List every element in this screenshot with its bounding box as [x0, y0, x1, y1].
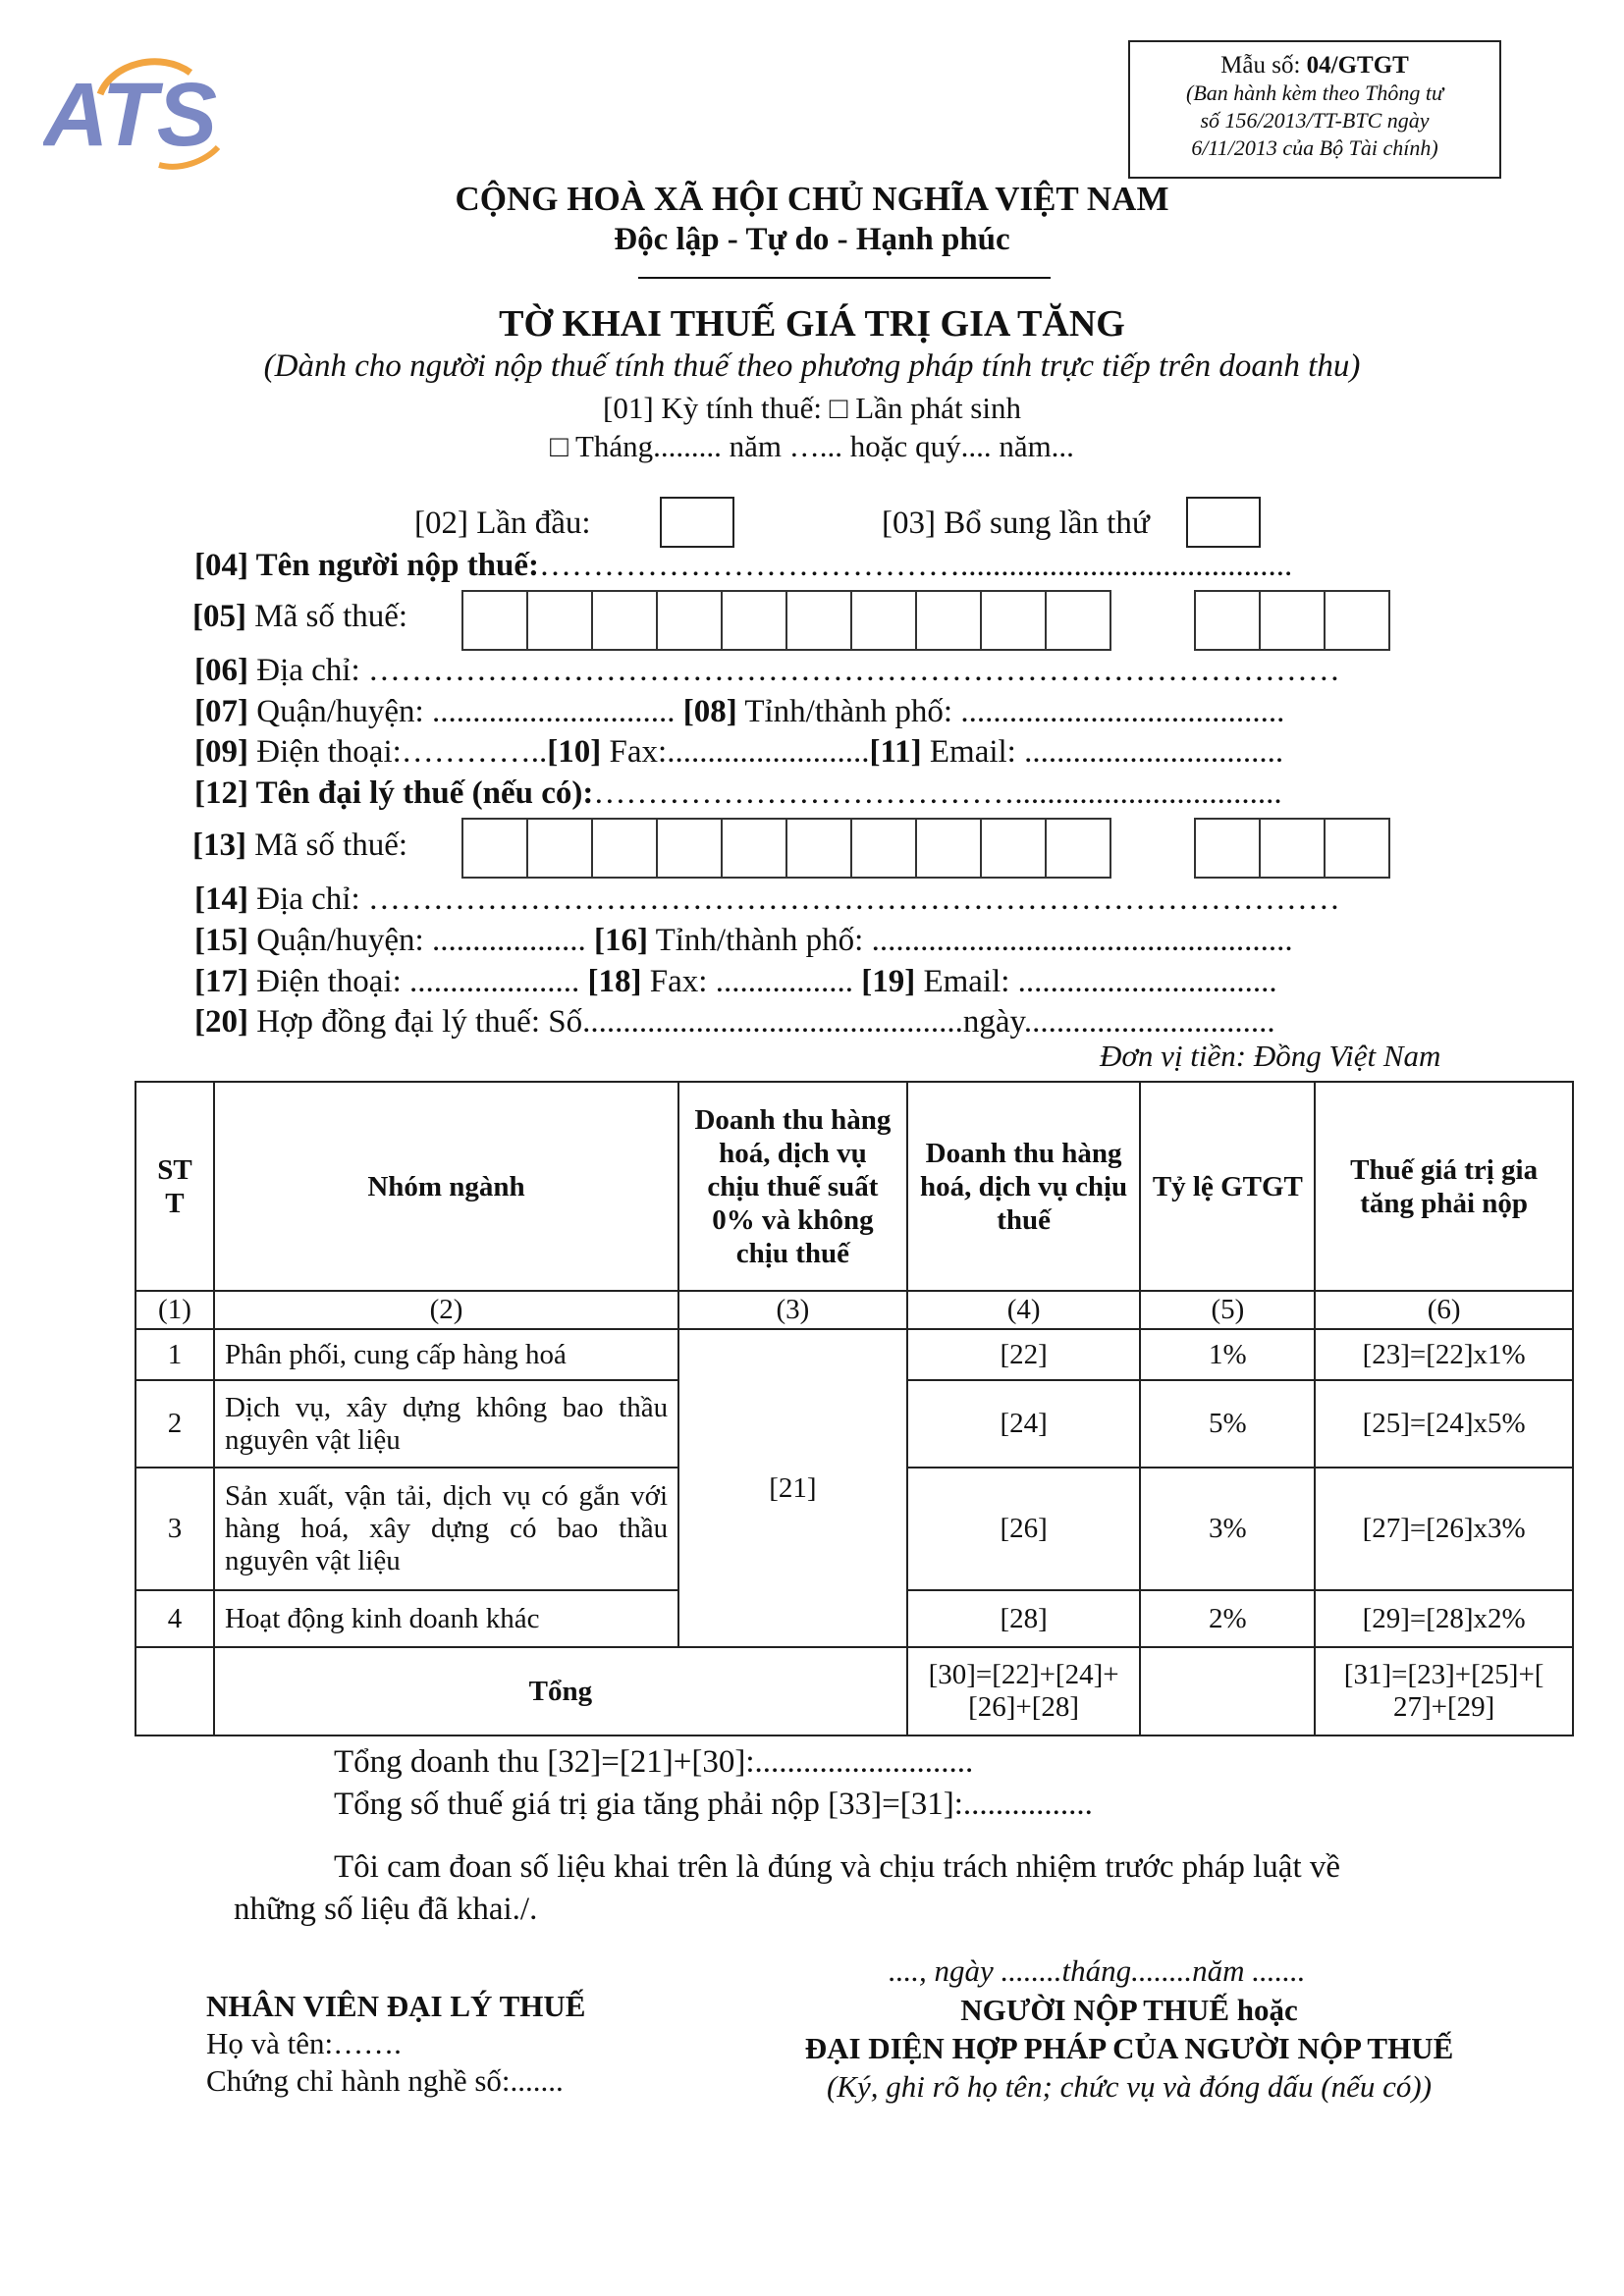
table-header-row: [135, 1082, 1573, 1291]
agent-name-dots[interactable]: ………………………………….................................: [593, 775, 1282, 811]
first-time-checkbox[interactable]: [660, 497, 734, 548]
col-header-zero-rate-revenue: Doanh thu hàng hoá, dịch vụ chịu thuế suất 0% và không chịu thuế: [678, 1082, 907, 1291]
col-header-stt: ST T: [135, 1082, 214, 1291]
motto: Độc lập - Tự do - Hạnh phúc: [614, 222, 1010, 257]
col-number: (4): [907, 1291, 1141, 1329]
tax-code-cell[interactable]: [1324, 590, 1390, 651]
tax-code-cell[interactable]: [850, 590, 917, 651]
sign-date-line[interactable]: ...., ngày ........tháng........năm .......: [889, 1953, 1306, 1988]
row-rate: 1%: [1140, 1329, 1315, 1380]
tax-code-cell[interactable]: [526, 590, 593, 651]
row-rate: 3%: [1140, 1468, 1315, 1590]
row-group: Sản xuất, vận tải, dịch vụ có gắn với hàng hoá, xây dựng có bao thầu nguyên vật liệu: [214, 1468, 678, 1590]
tax-code-cell[interactable]: [591, 590, 658, 651]
form-note-line: 6/11/2013 của Bộ Tài chính): [1191, 135, 1438, 160]
col-number: (2): [214, 1291, 678, 1329]
agent-province-code: [16]: [593, 923, 648, 958]
tax-code-cell[interactable]: [1259, 818, 1326, 879]
address-field: [194, 653, 1340, 689]
tax-code-cell[interactable]: [1045, 818, 1111, 879]
tax-code-cell[interactable]: [850, 818, 917, 879]
tax-code-cell[interactable]: [1194, 590, 1261, 651]
tax-code-cell[interactable]: [721, 818, 787, 879]
agent-name-field: [194, 775, 1282, 812]
vat-table: [135, 1081, 1574, 1736]
total-stt-empty: [135, 1647, 214, 1735]
currency-unit: Đơn vị tiền: Đồng Việt Nam: [1100, 1039, 1441, 1073]
tax-code-cell[interactable]: [461, 818, 528, 879]
province-code: [08]: [682, 694, 737, 729]
col-header-taxable-revenue: Doanh thu hàng hoá, dịch vụ chịu thuế: [907, 1082, 1141, 1291]
tax-code-cell[interactable]: [785, 818, 852, 879]
row-tax[interactable]: [25]=[24]x5%: [1315, 1380, 1573, 1468]
agent-name-label: [12] Tên đại lý thuế (nếu có):: [194, 775, 594, 811]
logo-text: ATS: [43, 65, 218, 165]
email-code: [11]: [869, 734, 922, 770]
tax-code-field: [192, 599, 407, 635]
contact-field: [194, 734, 1283, 771]
pledge-line: Tôi cam đoan số liệu khai trên là đúng và chịu trách nhiệm trước pháp luật về: [334, 1849, 1341, 1885]
phone-code: [09]: [194, 734, 248, 770]
table-total-row: [135, 1647, 1573, 1735]
ats-logo: [43, 55, 249, 179]
fax-code: [10]: [547, 734, 602, 770]
supplement-number-box[interactable]: [1186, 497, 1261, 548]
row-revenue[interactable]: [22]: [907, 1329, 1141, 1380]
taxpayer-name-field: [194, 548, 1292, 584]
fax-label[interactable]: Fax:.........................: [601, 734, 870, 770]
tax-code-cell[interactable]: [980, 590, 1047, 651]
tax-code-cell[interactable]: [461, 590, 528, 651]
province-label[interactable]: Tỉnh/thành phố: ........................................: [736, 694, 1285, 729]
district-city-field: [194, 694, 1284, 730]
row-stt: 4: [135, 1590, 214, 1647]
district-label[interactable]: Quận/huyện: ..............................: [247, 694, 676, 729]
phone-label[interactable]: Điện thoại:…………..: [247, 734, 548, 770]
form-number-box: [1128, 40, 1501, 179]
row-revenue[interactable]: [28]: [907, 1590, 1141, 1647]
agent-tax-code-suffix-grid[interactable]: [1196, 818, 1390, 879]
payer-sign-note: (Ký, ghi rõ họ tên; chức vụ và đóng dấu (nếu có)): [826, 2069, 1433, 2104]
taxpayer-name-dots[interactable]: ………………………………….........................................: [539, 548, 1293, 583]
row-group: Phân phối, cung cấp hàng hoá: [214, 1329, 678, 1380]
tax-code-cell[interactable]: [1324, 818, 1390, 879]
tax-code-suffix-grid[interactable]: [1196, 590, 1390, 651]
total-label: Tổng: [214, 1647, 907, 1735]
tax-code-cell[interactable]: [591, 818, 658, 879]
row-stt: 2: [135, 1380, 214, 1468]
tax-code-cell[interactable]: [1045, 590, 1111, 651]
agent-phone-code: [17]: [194, 964, 248, 999]
agent-district-label[interactable]: Quận/huyện: ...................: [247, 923, 586, 958]
form-no: 04/GTGT: [1306, 52, 1409, 79]
tax-period-month-line: □ Tháng......... năm …... hoặc quý.... năm...: [550, 429, 1074, 463]
tax-period-line: [01] Kỳ tính thuế: □ Lần phát sinh: [603, 391, 1021, 425]
row-stt: 3: [135, 1468, 214, 1590]
tax-code-cell[interactable]: [721, 590, 787, 651]
tax-code-grid[interactable]: [463, 590, 1111, 651]
motto-underline: [638, 277, 1051, 279]
row-stt: 1: [135, 1329, 214, 1380]
address-code: [06]: [194, 653, 248, 688]
col-number: (3): [678, 1291, 907, 1329]
agent-district-field: [194, 923, 1293, 959]
agent-district-code: [15]: [194, 923, 248, 958]
supplement-label: [03] Bổ sung lần thứ: [882, 506, 1150, 541]
agent-email-code: [19]: [861, 964, 916, 999]
district-code: [07]: [194, 694, 248, 729]
tax-code-cell[interactable]: [656, 590, 723, 651]
zero-rate-revenue-cell[interactable]: [21]: [678, 1329, 907, 1647]
form-note-line: số 156/2013/TT-BTC ngày: [1200, 108, 1430, 133]
pledge-line-2: những số liệu đã khai./.: [234, 1892, 538, 1927]
col-header-vat-payable: Thuế giá trị gia tăng phải nộp: [1315, 1082, 1573, 1291]
form-note-line: (Ban hành kèm theo Thông tư: [1186, 80, 1443, 105]
total-vat-line[interactable]: Tổng số thuế giá trị gia tăng phải nộp [33]=[31]:................: [334, 1787, 1093, 1822]
row-tax[interactable]: [27]=[26]x3%: [1315, 1468, 1573, 1590]
agent-contract-field: [194, 1004, 1275, 1041]
country-name: CỘNG HOÀ XÃ HỘI CHỦ NGHĨA VIỆT NAM: [455, 180, 1169, 218]
agent-cert-line[interactable]: Chứng chỉ hành nghề số:.......: [206, 2063, 564, 2098]
payer-title-2: ĐẠI DIỆN HỢP PHÁP CỦA NGƯỜI NỘP THUẾ: [804, 2031, 1454, 2065]
tax-code-cell[interactable]: [915, 818, 982, 879]
agent-contract-code: [20]: [194, 1004, 248, 1040]
tax-code-label: Mã số thuế:: [245, 599, 408, 634]
total-revenue-line[interactable]: Tổng doanh thu [32]=[21]+[30]:...........................: [334, 1744, 974, 1780]
tax-code-cell[interactable]: [1194, 818, 1261, 879]
agent-address-label[interactable]: Địa chỉ: ………………………………………………………………………………: [247, 881, 1340, 917]
tax-code-cell[interactable]: [656, 818, 723, 879]
col-number: (6): [1315, 1291, 1573, 1329]
tax-code-cell[interactable]: [980, 818, 1047, 879]
row-group: Dịch vụ, xây dựng không bao thầu nguyên vật liệu: [214, 1380, 678, 1468]
row-revenue[interactable]: [26]: [907, 1468, 1141, 1590]
total-revenue-cell[interactable]: [30]=[22]+[24]+ [26]+[28]: [907, 1647, 1141, 1735]
agent-fax-code: [18]: [587, 964, 642, 999]
agent-contract-label[interactable]: Hợp đồng đại lý thuế: Số...............................................ngày...............................: [247, 1004, 1275, 1040]
row-tax[interactable]: [23]=[22]x1%: [1315, 1329, 1573, 1380]
row-group: Hoạt động kinh doanh khác: [214, 1590, 678, 1647]
row-tax[interactable]: [29]=[28]x2%: [1315, 1590, 1573, 1647]
agent-address-field: [194, 881, 1340, 918]
agent-address-code: [14]: [194, 881, 248, 917]
agent-province-label[interactable]: Tỉnh/thành phố: ....................................................: [647, 923, 1293, 958]
column-number-row: [135, 1291, 1573, 1329]
first-time-label: [02] Lần đầu:: [414, 506, 591, 541]
agent-email-label[interactable]: Email: ................................: [915, 964, 1277, 999]
agent-fax-label[interactable]: Fax: .................: [641, 964, 853, 999]
agent-contact-field: [194, 964, 1277, 1000]
form-subtitle: (Dành cho người nộp thuế tính thuế theo phương pháp tính trực tiếp trên doanh thu): [263, 348, 1361, 384]
taxpayer-name-label: [04] Tên người nộp thuế:: [194, 548, 540, 583]
agent-title: NHÂN VIÊN ĐẠI LÝ THUẾ: [206, 1989, 586, 2023]
tax-code-cell[interactable]: [785, 590, 852, 651]
tax-code-cell[interactable]: [526, 818, 593, 879]
col-header-vat-rate: Tỷ lệ GTGT: [1140, 1082, 1315, 1291]
payer-title: NGƯỜI NỘP THUẾ hoặc: [960, 1993, 1298, 2027]
table-row: [135, 1329, 1573, 1380]
agent-tax-code-code: [13]: [192, 828, 246, 863]
row-revenue[interactable]: [24]: [907, 1380, 1141, 1468]
address-label[interactable]: Địa chỉ: ………………………………………………………………………………: [247, 653, 1340, 688]
agent-tax-code-field: [192, 828, 407, 864]
row-rate: 5%: [1140, 1380, 1315, 1468]
agent-tax-code-grid[interactable]: [463, 818, 1111, 879]
col-number: (1): [135, 1291, 214, 1329]
agent-phone-label[interactable]: Điện thoại: .....................: [247, 964, 580, 999]
row-rate: 2%: [1140, 1590, 1315, 1647]
agent-tax-code-label: Mã số thuế:: [245, 828, 408, 863]
tax-code-cell[interactable]: [1259, 590, 1326, 651]
form-no-label: Mẫu số:: [1220, 52, 1301, 79]
col-header-group: Nhóm ngành: [214, 1082, 678, 1291]
form-title: TỜ KHAI THUẾ GIÁ TRỊ GIA TĂNG: [499, 303, 1125, 345]
agent-name-line[interactable]: Họ và tên:…….: [206, 2026, 402, 2060]
email-label[interactable]: Email: ................................: [921, 734, 1284, 770]
tax-code-code: [05]: [192, 599, 246, 634]
col-number: (5): [1140, 1291, 1315, 1329]
tax-code-cell[interactable]: [915, 590, 982, 651]
total-rate-empty: [1140, 1647, 1315, 1735]
total-tax-cell[interactable]: [31]=[23]+[25]+[ 27]+[29]: [1315, 1647, 1573, 1735]
